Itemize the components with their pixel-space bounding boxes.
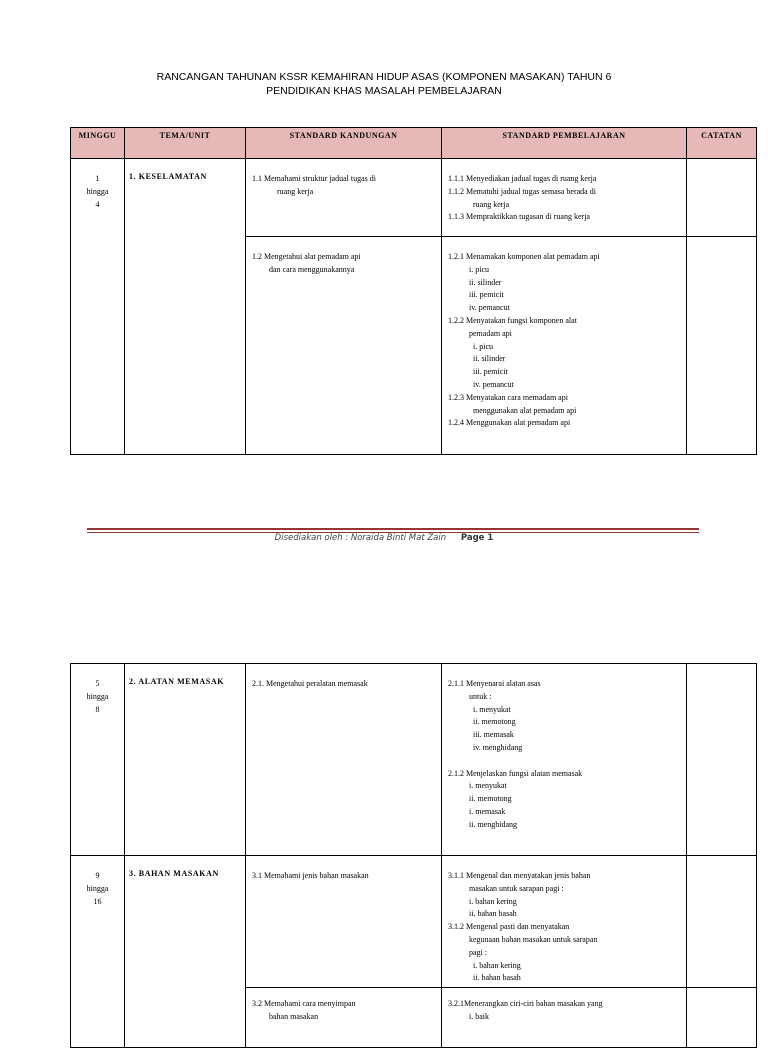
- kandungan-line: 3.2 Memahami cara menyimpan: [252, 999, 356, 1008]
- pembelajaran-line: 1.1.2 Mematuhi jadual tugas semasa berada di: [448, 186, 596, 196]
- pembelajaran-line: 1.2.4 Menggunakan alat pemadam api: [448, 418, 571, 428]
- pembelajaran-line: ii. memotong: [469, 794, 512, 804]
- catatan-cell: [687, 237, 757, 455]
- pembelajaran-line: ruang kerja: [473, 199, 510, 209]
- header-standard-pembelajaran: STANDARD PEMBELAJARAN: [442, 128, 687, 159]
- pembelajaran-line: 2.1.1 Menyenarai alatan asas: [448, 679, 541, 688]
- pembelajaran-line: i. bahan kering: [473, 960, 521, 970]
- pembelajaran-line: kegunaan bahan masakan untuk sarapan: [469, 934, 598, 944]
- kandungan-line: dan cara menggunakannya: [269, 264, 355, 274]
- week-connector: hingga: [86, 691, 109, 701]
- pembelajaran-line: ii. silinder: [469, 277, 502, 287]
- tema-cell: 2. ALATAN MEMASAK: [125, 664, 246, 856]
- pembelajaran-line: [448, 755, 680, 768]
- catatan-cell: [687, 159, 757, 237]
- week-end: 4: [95, 199, 100, 209]
- pembelajaran-line: ii. bahan basah: [473, 973, 521, 983]
- pembelajaran-line: i. baik: [469, 1011, 489, 1021]
- pembelajaran-line: i. menyukat: [469, 781, 507, 791]
- tema-cell: 1. KESELAMATAN: [125, 159, 246, 455]
- footer-divider: [87, 528, 699, 530]
- pembelajaran-line: i. bahan kering: [469, 896, 517, 906]
- document-title: [0, 70, 768, 98]
- plan-table-page-2: [70, 663, 757, 1048]
- header-catatan: CATATAN: [687, 128, 757, 159]
- table-header-row: [71, 128, 757, 159]
- kandungan-cell: [246, 159, 442, 237]
- pembelajaran-line: 1.2.1 Menamakan komponen alat pemadam api: [448, 252, 600, 261]
- week-end: 8: [95, 704, 100, 714]
- pembelajaran-line: ii. menghidang: [469, 819, 517, 829]
- kandungan-line: ruang kerja: [277, 186, 314, 196]
- pembelajaran-line: ii. memotong: [473, 717, 516, 727]
- kandungan-line: 2.1. Mengetahui peralatan memasak: [252, 679, 368, 688]
- pembelajaran-line: menggunakan alat pemadam api: [473, 405, 577, 415]
- pembelajaran-line: masakan untuk sarapan pagi :: [469, 883, 564, 893]
- pembelajaran-line: i. menyukat: [473, 704, 511, 714]
- pembelajaran-line: ii. silinder: [473, 354, 506, 364]
- week-connector: hingga: [86, 883, 109, 893]
- header-standard-kandungan: STANDARD KANDUNGAN: [246, 128, 442, 159]
- pembelajaran-line: iii. pemicit: [469, 290, 504, 300]
- kandungan-cell: [246, 237, 442, 455]
- tema-cell: 3. BAHAN MASAKAN: [125, 856, 246, 1048]
- pembelajaran-line: i. picu: [473, 341, 493, 351]
- pembelajaran-line: 1.2.3 Menyatakan cara memadam api: [448, 392, 568, 402]
- table-row: [71, 159, 757, 237]
- pembelajaran-line: 1.1.1 Menyediakan jadual tugas di ruang kerja: [448, 174, 597, 183]
- catatan-cell: [687, 856, 757, 988]
- plan-table-page-1: [70, 127, 757, 455]
- pembelajaran-line: i. memasak: [469, 806, 506, 816]
- kandungan-cell: [246, 664, 442, 856]
- pembelajaran-line: 1.1.3 Mempraktikkan tugasan di ruang kerja: [448, 212, 590, 222]
- kandungan-line: 1.2 Mengetahui alat pemadam api: [252, 252, 361, 261]
- pembelajaran-line: ii. bahan basah: [469, 909, 517, 919]
- pembelajaran-line: iv. pemancut: [473, 379, 514, 389]
- pembelajaran-cell: [442, 988, 687, 1048]
- week-cell: [71, 856, 125, 1048]
- pembelajaran-cell: [442, 664, 687, 856]
- week-end: 16: [93, 896, 102, 906]
- prepared-by: Disediakan oleh : Noraida Binti Mat Zain: [274, 533, 447, 543]
- table-row: [71, 856, 757, 988]
- week-connector: hingga: [86, 186, 109, 196]
- kandungan-line: 1.1 Memahami struktur jadual tugas di: [252, 174, 376, 183]
- pembelajaran-line: untuk :: [469, 691, 492, 701]
- page-number: Page 1: [460, 533, 494, 543]
- pembelajaran-line: pemadam api: [469, 328, 512, 338]
- header-tema: TEMA/UNIT: [125, 128, 246, 159]
- week-start: 5: [95, 679, 100, 688]
- pembelajaran-line: iv. pemancut: [469, 303, 510, 313]
- pembelajaran-line: iii. pemicit: [473, 367, 508, 377]
- kandungan-line: bahan masakan: [269, 1011, 319, 1021]
- title-line-1: RANCANGAN TAHUNAN KSSR KEMAHIRAN HIDUP ASAS (KOMPONEN MASAKAN) TAHUN 6: [156, 71, 612, 83]
- title-line-2: PENDIDIKAN KHAS MASALAH PEMBELAJARAN: [266, 85, 502, 97]
- catatan-cell: [687, 988, 757, 1048]
- pembelajaran-line: iii. memasak: [473, 730, 514, 740]
- pembelajaran-line: 3.2.1Menerangkan ciri-ciri bahan masakan yang: [448, 999, 603, 1008]
- pembelajaran-line: 1.2.2 Menyatakan fungsi komponen alat: [448, 315, 577, 325]
- table-row: [71, 664, 757, 856]
- pembelajaran-line: pagi :: [469, 947, 487, 957]
- pembelajaran-line: i. picu: [469, 264, 489, 274]
- week-start: 1: [95, 174, 100, 183]
- kandungan-cell: [246, 856, 442, 988]
- header-minggu: MINGGU: [71, 128, 125, 159]
- week-cell: [71, 664, 125, 856]
- kandungan-line: 3.1 Memahami jenis bahan masakan: [252, 871, 369, 880]
- week-start: 9: [95, 871, 100, 880]
- pembelajaran-line: 3.1.1 Mengenal dan menyatakan jenis bahan: [448, 871, 591, 880]
- pembelajaran-cell: [442, 237, 687, 455]
- pembelajaran-line: iv. menghidang: [473, 742, 523, 752]
- pembelajaran-cell: [442, 159, 687, 237]
- pembelajaran-cell: [442, 856, 687, 988]
- pembelajaran-line: 2.1.2 Menjelaskan fungsi alatan memasak: [448, 768, 583, 778]
- week-cell: [71, 159, 125, 455]
- catatan-cell: [687, 664, 757, 856]
- kandungan-cell: [246, 988, 442, 1048]
- page-footer: [0, 533, 768, 543]
- pembelajaran-line: 3.1.2 Mengenal pasti dan menyatakan: [448, 922, 570, 932]
